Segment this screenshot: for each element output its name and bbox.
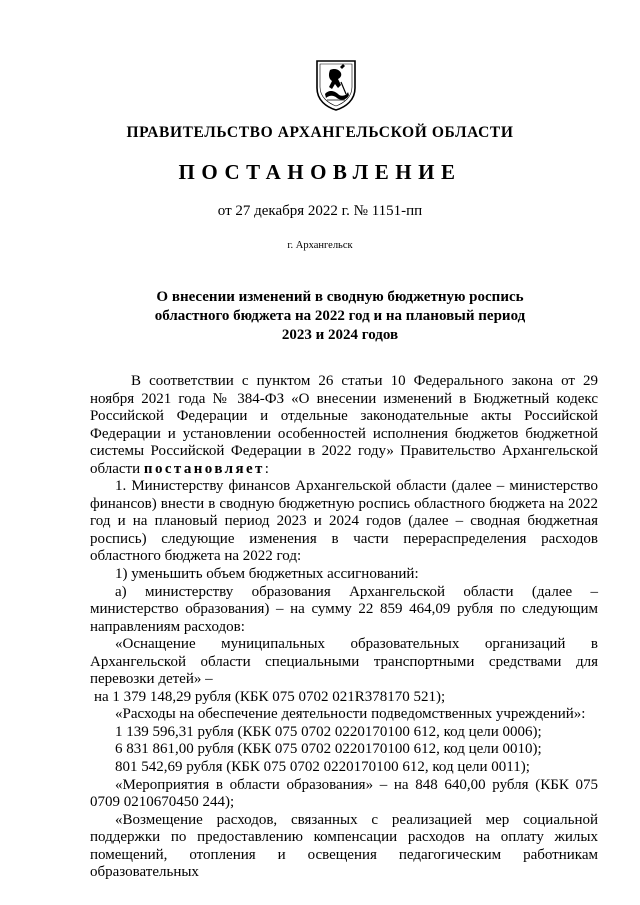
- body-paragraph: на 1 379 148,29 рубля (КБК 075 0702 021R378170 521);: [94, 688, 446, 705]
- document-body: [90, 373, 598, 882]
- coat-of-arms-icon: [314, 58, 358, 112]
- preamble-colon: :: [264, 460, 269, 477]
- body-paragraph: 1 139 596,31 рубля (КБК 075 0702 0220170100 612, код цели 0006);: [115, 723, 542, 740]
- document-city: г. Архангельск: [287, 240, 353, 251]
- body-paragraph: «Возмещение расходов, связанных с реализацией мер социальной поддержки по предоставлению компенсации расходов на оплату жилых помещений, отопления и освещения педагогическим работникам образовательных: [90, 811, 598, 881]
- body-paragraph: «Оснащение муниципальных образовательных организаций в Архангельской области специальными транспортными средствами для перевозки детей» –: [90, 636, 598, 688]
- title-line: 2023 и 2024 годов: [281, 327, 399, 343]
- document-type: ПОСТАНОВЛЕНИЕ: [178, 160, 462, 184]
- body-paragraph: а) министерству образования Архангельской области (далее – министерство образования) – на сумму 22 859 464,09 рубля по следующим направлениям расходов:: [90, 583, 598, 635]
- title-line: областного бюджета на 2022 год и на плановый период: [154, 308, 526, 324]
- document-date-number: от 27 декабря 2022 г. № 1151-пп: [217, 203, 423, 219]
- title-line: О внесении изменений в сводную бюджетную роспись: [156, 289, 524, 305]
- body-paragraph: 6 831 861,00 рубля (КБК 075 0702 0220170100 612, код цели 0010);: [115, 741, 542, 758]
- preamble-paragraph: [90, 373, 598, 478]
- body-paragraph: 1) уменьшить объем бюджетных ассигнований:: [115, 566, 419, 583]
- body-paragraph: 801 542,69 рубля (КБК 075 0702 0220170100 612, код цели 0011);: [115, 759, 530, 776]
- body-paragraph: 1. Министерству финансов Архангельской области (далее – министерство финансов) внести в сводную бюджетную роспись областного бюджета на 2022 год и на плановый период 2023 и 2024 годов (далее – сводная бюджетная роспись) следующие изменения в части перераспределения расходов областного бюджета на 2022 год:: [90, 478, 598, 565]
- government-name: ПРАВИТЕЛЬСТВО АРХАНГЕЛЬСКОЙ ОБЛАСТИ: [126, 124, 514, 141]
- body-paragraph: «Мероприятия в области образования» – на 848 640,00 рубля (КБК 075 0709 0210670450 244);: [90, 776, 598, 811]
- body-paragraph: «Расходы на обеспечение деятельности подведомственных учреждений»:: [115, 706, 586, 723]
- resolves-verb: постановляет: [143, 460, 265, 477]
- document-title: [150, 288, 530, 345]
- preamble-text: В соответствии с пунктом 26 статьи 10 Федерального закона от 29 ноября 2021 года № 384-ФЗ «О внесении изменений в Бюджетный кодекс Российской Федерации и отдельные законодательные акты Российской Федерации и установлении особенностей исполнения бюджетов бюджетной системы Российской Федерации в 2022 году» Правительство Архангельской области: [90, 373, 598, 477]
